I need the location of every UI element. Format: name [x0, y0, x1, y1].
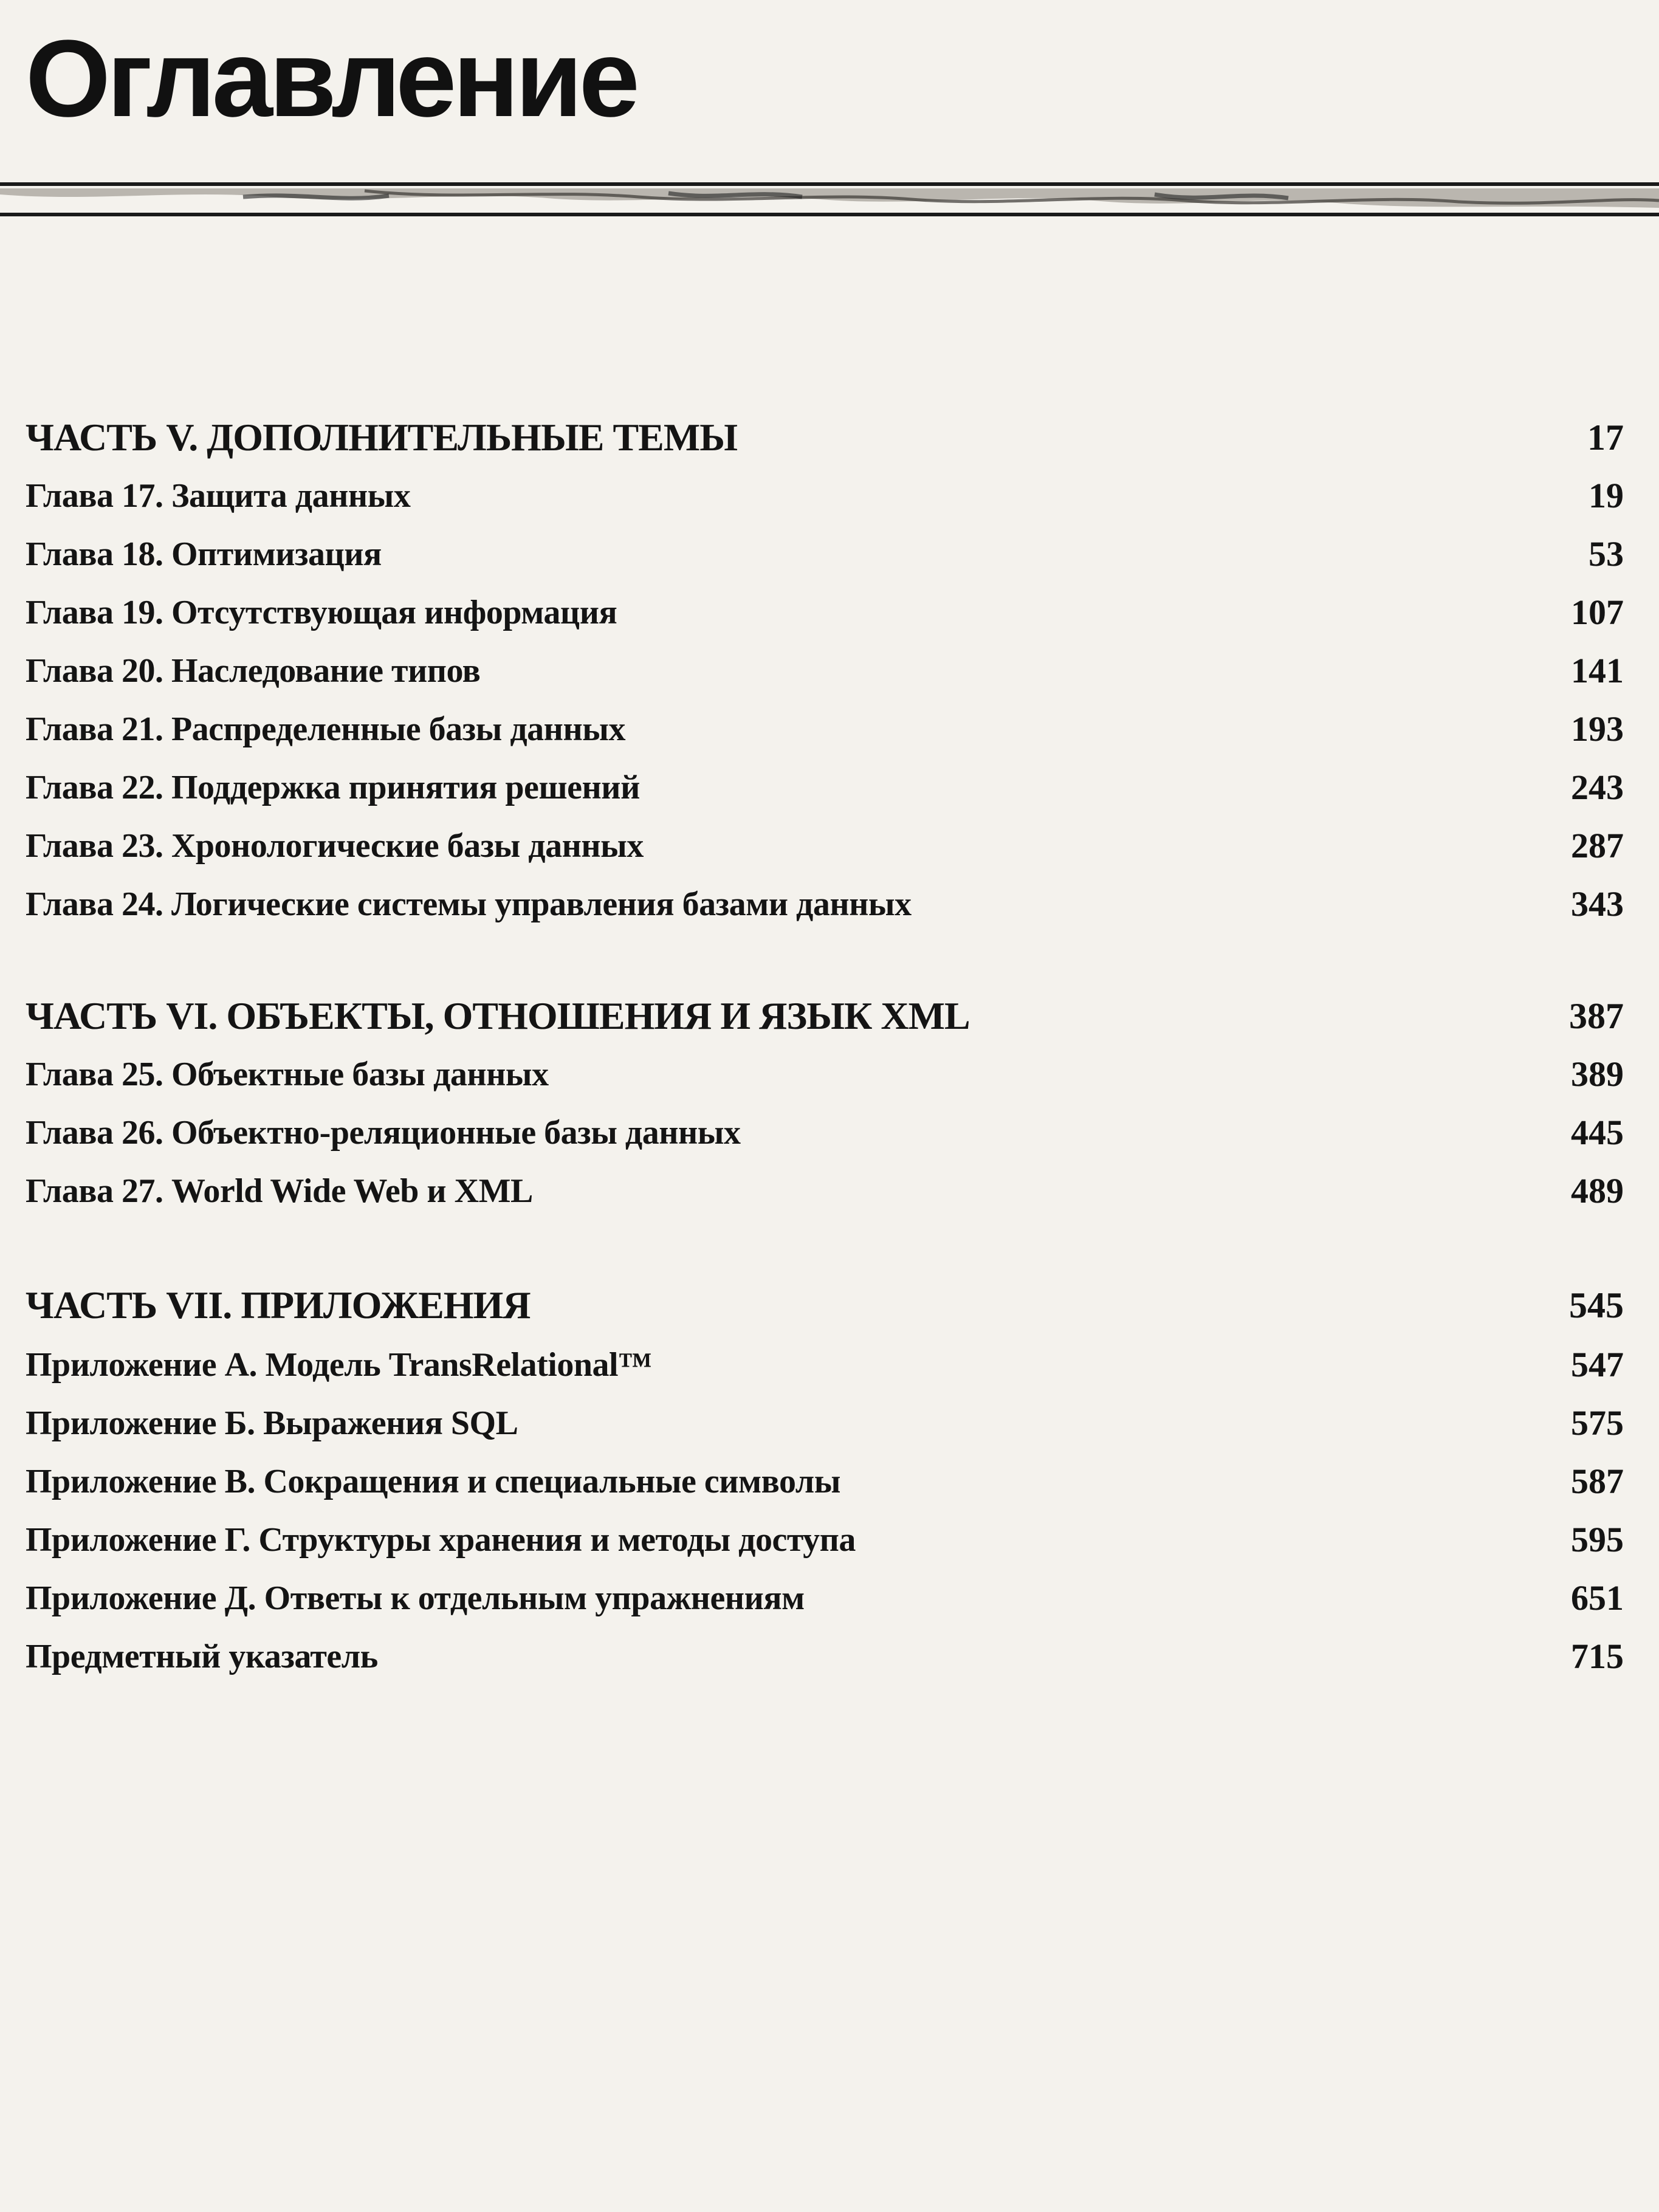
toc-chapter-title: Глава 19. Отсутствующая информация [26, 594, 617, 631]
toc-chapter-title: Глава 25. Объектные базы данных [26, 1056, 549, 1093]
toc-appendix [26, 1457, 1624, 1506]
toc-chapter [26, 822, 1624, 870]
toc-chapter [26, 1108, 1624, 1157]
toc-part [26, 992, 1624, 1040]
toc-chapter [26, 530, 1624, 579]
page-title: Оглавление [26, 18, 636, 140]
toc-page-number: 17 [1587, 417, 1624, 458]
toc-page-number: 595 [1571, 1520, 1624, 1559]
title-ornament-rule [0, 182, 1659, 219]
toc-page-number: 575 [1571, 1403, 1624, 1443]
toc-part [26, 1281, 1624, 1330]
toc-chapter-title: Глава 27. World Wide Web и XML [26, 1172, 533, 1210]
toc-chapter-title: Глава 24. Логические системы управления базами данных [26, 885, 912, 923]
toc-appendix [26, 1399, 1624, 1448]
toc-part-title: ЧАСТЬ V. ДОПОЛНИТЕЛЬНЫЕ ТЕМЫ [26, 416, 738, 459]
toc-chapter [26, 705, 1624, 754]
toc-page-number: 193 [1571, 709, 1624, 749]
toc-page-number: 715 [1571, 1637, 1624, 1676]
toc-appendix-title: Приложение Г. Структуры хранения и методы доступа [26, 1521, 856, 1559]
toc-part-title: ЧАСТЬ VII. ПРИЛОЖЕНИЯ [26, 1283, 531, 1327]
toc-part [26, 413, 1624, 462]
toc-chapter-title: Глава 23. Хронологические базы данных [26, 827, 644, 865]
toc-appendix [26, 1516, 1624, 1564]
toc-page-number: 243 [1571, 768, 1624, 807]
toc-chapter [26, 1167, 1624, 1215]
toc-page-number: 287 [1571, 826, 1624, 865]
toc-chapter-title: Глава 18. Оптимизация [26, 535, 382, 573]
toc-index [26, 1632, 1624, 1681]
toc-chapter-title: Глава 17. Защита данных [26, 477, 411, 515]
toc-page-number: 587 [1571, 1461, 1624, 1501]
toc-chapter [26, 472, 1624, 520]
toc-appendix-title: Приложение В. Сокращения и специальные символы [26, 1463, 840, 1500]
toc-chapter [26, 763, 1624, 812]
toc-appendix-title: Приложение А. Модель TransRelational™ [26, 1346, 652, 1384]
toc-page-number: 107 [1571, 592, 1624, 632]
toc-chapter [26, 588, 1624, 637]
toc-page-number: 651 [1571, 1578, 1624, 1618]
toc-appendix [26, 1574, 1624, 1623]
toc-page-number: 545 [1569, 1285, 1624, 1325]
toc-chapter [26, 647, 1624, 695]
toc-page-number: 141 [1571, 651, 1624, 690]
toc-part-title: ЧАСТЬ VI. ОБЪЕКТЫ, ОТНОШЕНИЯ И ЯЗЫК XML [26, 994, 970, 1037]
toc-page-number: 343 [1571, 884, 1624, 924]
toc-chapter-title: Глава 20. Наследование типов [26, 652, 481, 690]
toc-appendix-title: Приложение Д. Ответы к отдельным упражнениям [26, 1579, 805, 1617]
toc-page-number: 547 [1571, 1345, 1624, 1384]
toc-page-number: 53 [1589, 534, 1624, 574]
toc-appendix-title: Приложение Б. Выражения SQL [26, 1404, 518, 1442]
toc-chapter [26, 880, 1624, 929]
toc-chapter [26, 1050, 1624, 1099]
toc-page-number: 389 [1571, 1054, 1624, 1094]
toc-page-number: 489 [1571, 1171, 1624, 1211]
toc-chapter-title: Глава 22. Поддержка принятия решений [26, 769, 640, 806]
toc-chapter-title: Глава 26. Объектно-реляционные базы данных [26, 1114, 741, 1152]
toc-appendix [26, 1341, 1624, 1389]
toc-page-number: 445 [1571, 1113, 1624, 1152]
toc-page-number: 387 [1569, 996, 1624, 1036]
toc-page-number: 19 [1589, 476, 1624, 515]
toc-chapter-title: Глава 21. Распределенные базы данных [26, 710, 625, 748]
toc-index-title: Предметный указатель [26, 1638, 378, 1675]
